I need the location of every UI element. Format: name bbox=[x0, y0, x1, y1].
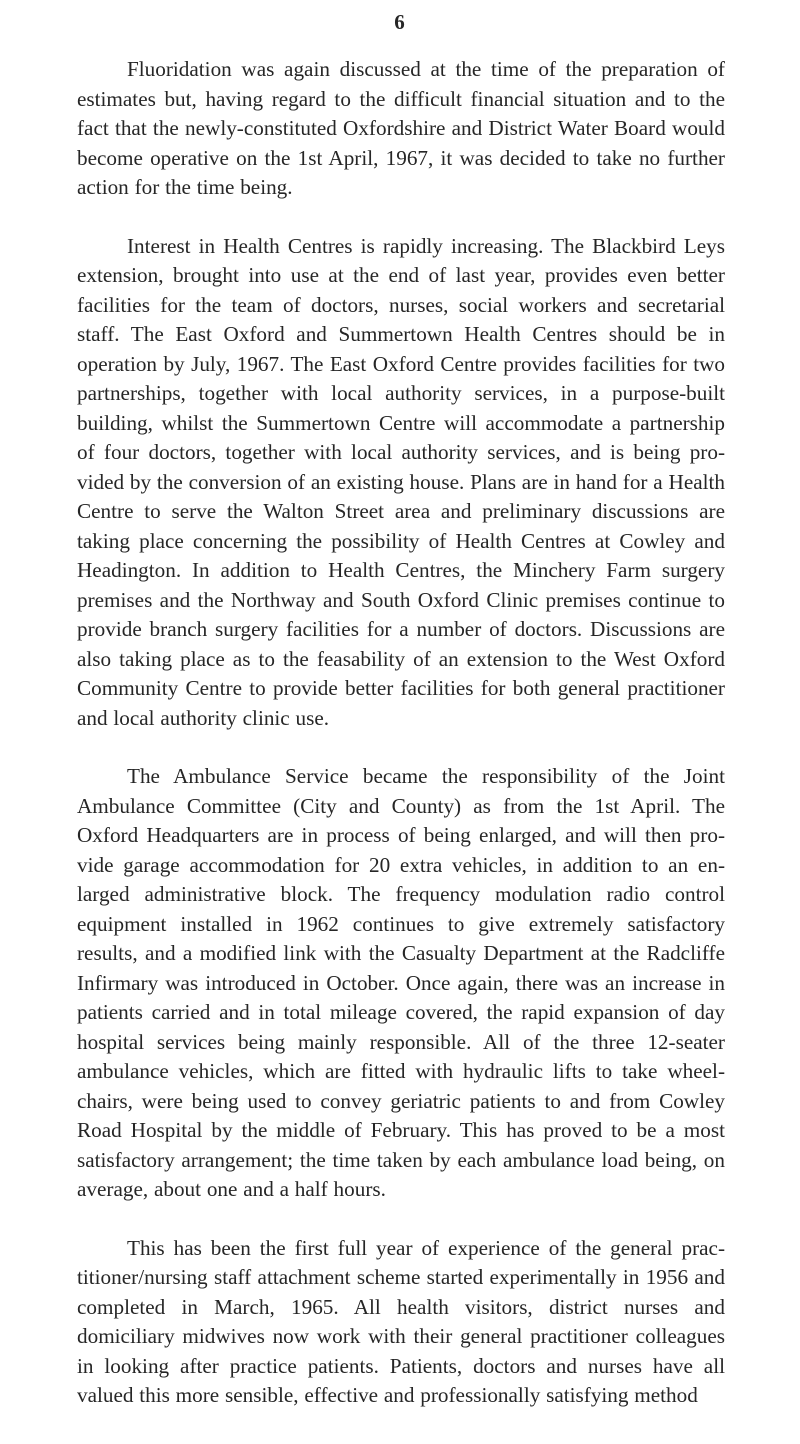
page-number: 6 bbox=[394, 10, 406, 34]
paragraph-fluoridation: Fluoridation was again discussed at the time of the preparation of estimates but, having regard to the difficult financial situation and to the fact that the newly-constituted Oxfordshire and District Water Board would become operative on the 1st April, 1967, it was decided to take no further action for the time being. bbox=[77, 57, 725, 199]
paragraph-ambulance-service: The Ambulance Service became the responsibility of the Joint Ambulance Committee (City and County) as from the 1st April. The Oxford Headquarters are in process of being enlarged, and will then provide garage accommodation for 20 extra vehicles, in addition to an enlarged administrative block. The frequency modulation radio control equipment installed in 1962 continues to give extremely satisfactory results, and a modified link with the Casualty Department at the Radcliffe Infirmary was introduced in October. Once again, there was an increase in patients carried and in total mileage covered, the rapid expansion of day hospital services being mainly responsible. All of the three 12-seater ambulance vehicles, which are fitted with hydraulic lifts to take wheelchairs, were being used to convey geriatric patients to and from Cowley Road Hospital by the middle of February. This has proved to be a most satisfactory arrangement; the time taken by each ambulance load being, on average, about one and a half hours. bbox=[77, 764, 725, 1201]
paragraph-health-centres: Interest in Health Centres is rapidly increasing. The Blackbird Leys extension, brought into use at the end of last year, provides even better facilities for the team of doctors, nurses, social workers and secretarial staff. The East Oxford and Summertown Health Centres should be in operation by July, 1967. The East Oxford Centre provides facilities for two partnerships, together with local authority services, in a purpose-built building, whilst the Summertown Centre will accommodate a partnership of four doctors, together with local authority services, and is being provided by the conversion of an existing house. Plans are in hand for a Health Centre to serve the Walton Street area and preliminary discussions are taking place concerning the possibility of Health Centres at Cowley and Headington. In addition to Health Centres, the Minchery Farm surgery premises and the Northway and South Oxford Clinic premises continue to provide branch surgery facilities for a number of doctors. Discussions are also taking place as to the feasability of an extension to the West Oxford Community Centre to provide better facilities for both general practitioner and local authority clinic use. bbox=[77, 233, 725, 730]
paragraph-attachment-scheme: This has been the first full year of experience of the general practitioner/nursing staff attachment scheme started experimentally in 1956 and completed in March, 1965. All health visitors, district nurses and domiciliary midwives now work with their general practitioner colleagues in looking after practice patients. Patients, doctors and nurses have all valued this more sensible, effective and professionally satisfying method bbox=[77, 1235, 725, 1407]
document-body bbox=[77, 55, 725, 1411]
